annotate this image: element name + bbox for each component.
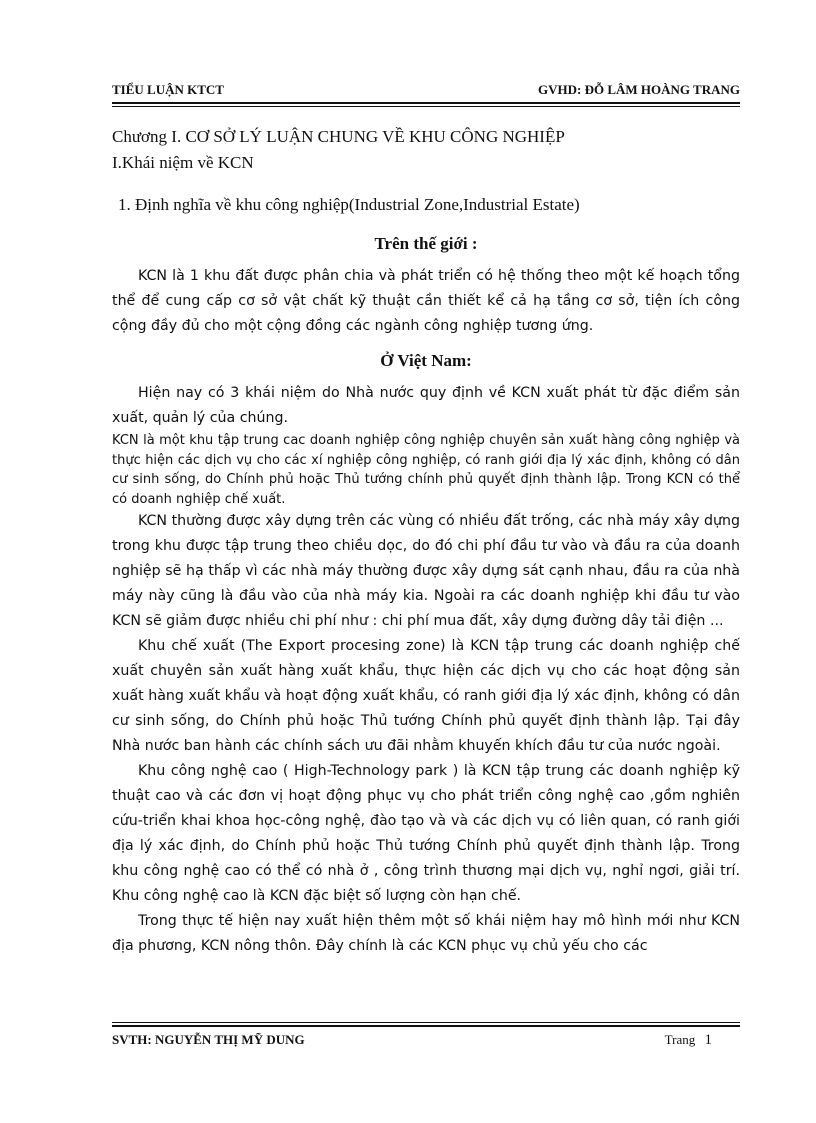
footer-rule-thick bbox=[112, 1025, 740, 1027]
footer-left-text: SVTH: NGUYỄN THỊ MỸ DUNG bbox=[112, 1032, 305, 1047]
reality-paragraph: Trong thực tế hiện nay xuất hiện thêm một số khái niệm hay mô hình mới như KCN địa phương, KCN nông thôn. Đây chính là các KCN phục vụ chủ yếu cho các bbox=[112, 913, 740, 954]
world-paragraph: KCN là 1 khu đất được phân chia và phát triển có hệ thống theo một kế hoạch tổng thể để cung cấp cơ sở vật chất kỹ thuật cần thiết kể cả hạ tầng cơ sở, tiện ích công cộng đầy đủ cho một cộng đồng các ngành công nghiệp tương ứng. bbox=[112, 268, 740, 334]
header-right-text: GVHD: ĐỖ LÂM HOÀNG TRANG bbox=[538, 82, 740, 97]
header-rule-thin bbox=[112, 106, 740, 107]
header-left-text: TIỂU LUẬN KTCT bbox=[112, 82, 224, 97]
page-content bbox=[112, 124, 740, 959]
chapter-title: Chương I. CƠ SỞ LÝ LUẬN CHUNG VỀ KHU CÔNG NGHIỆP bbox=[112, 127, 565, 146]
page-header bbox=[112, 82, 740, 102]
kcn-paragraph: KCN thường được xây dựng trên các vùng có nhiều đất trống, các nhà máy xây dựng trong khu được tập trung theo chiều dọc, do đó chi phí đầu tư vào và đầu ra của doanh nghiệp sẽ hạ thấp vì các nhà máy thường được xây dựng sát cạnh nhau, đầu ra của nhà máy này cũng là đầu vào của nhà máy kia. Ngoài ra các doanh nghiệp khi đầu tư vào KCN sẽ giảm được nhiều chi phí như : chi phí mua đất, xây dựng đường dây tải điện ... bbox=[112, 513, 740, 629]
high-tech-park-paragraph: Khu công nghệ cao ( High-Technology park ) là KCN tập trung các doanh nghiệp kỹ thuật cao và các đơn vị hoạt động phục vụ cho phát triển công nghệ cao ,gồm nghiên cứu-triển khai khoa học-công nghệ, đào tạo và và các dịch vụ có liên quan, có ranh giới địa lý xác định, do Chính phủ hoặc Thủ tướng Chính phủ quyết định thành lập. Trong khu công nghệ cao có thể có nhà ở , công trình thương mại dịch vụ, nghỉ ngơi, giải trí. Khu công nghệ cao là KCN đặc biệt số lượng còn hạn chế. bbox=[112, 763, 740, 904]
definition-title: 1. Định nghĩa về khu công nghiệp(Industrial Zone,Industrial Estate) bbox=[118, 195, 580, 214]
vietnam-heading: Ở Việt Nam: bbox=[380, 351, 472, 370]
page-label: Trang bbox=[664, 1032, 696, 1047]
page-number-block bbox=[665, 1032, 712, 1049]
world-heading: Trên thế giới : bbox=[374, 234, 478, 253]
export-zone-paragraph: Khu chế xuất (The Export procesing zone) là KCN tập trung các doanh nghiệp chế xuất chuyên sản xuất hàng xuất khẩu, thực hiện các dịch vụ cho các hoạt động sản xuất hàng xuất khẩu và hoạt động xuất khẩu, có ranh giới địa lý xác định, không có dân cư sinh sống, do Chính phủ hoặc Thủ tướng Chính phủ quyết định thành lập. Tại đây Nhà nước ban hành các chính sách ưu đãi nhằm khuyến khích đầu tư của nước ngoài. bbox=[112, 638, 740, 754]
page-number: 1 bbox=[704, 1032, 712, 1048]
section-title: I.Khái niệm về KCN bbox=[112, 153, 254, 172]
vietnam-intro-paragraph: Hiện nay có 3 khái niệm do Nhà nước quy định về KCN xuất phát từ đặc điểm sản xuất, quản lý của chúng. bbox=[112, 385, 740, 426]
page-footer bbox=[112, 1032, 740, 1052]
footer-rule-thin bbox=[112, 1022, 740, 1023]
header-rule-thick bbox=[112, 102, 740, 104]
kcn-definition-paragraph: KCN là một khu tập trung cac doanh nghiệp công nghiệp chuyên sản xuất hàng công nghiệp và thực hiện các dịch vụ cho các xí nghiệp công nghiệp, có ranh giới địa lý xác định, không có dân cư sinh sống, do Chính phủ hoặc Thủ tướng chính phủ quyết định thành lập. Trong KCN có thể có doanh nghiệp chế xuất. bbox=[112, 433, 740, 507]
